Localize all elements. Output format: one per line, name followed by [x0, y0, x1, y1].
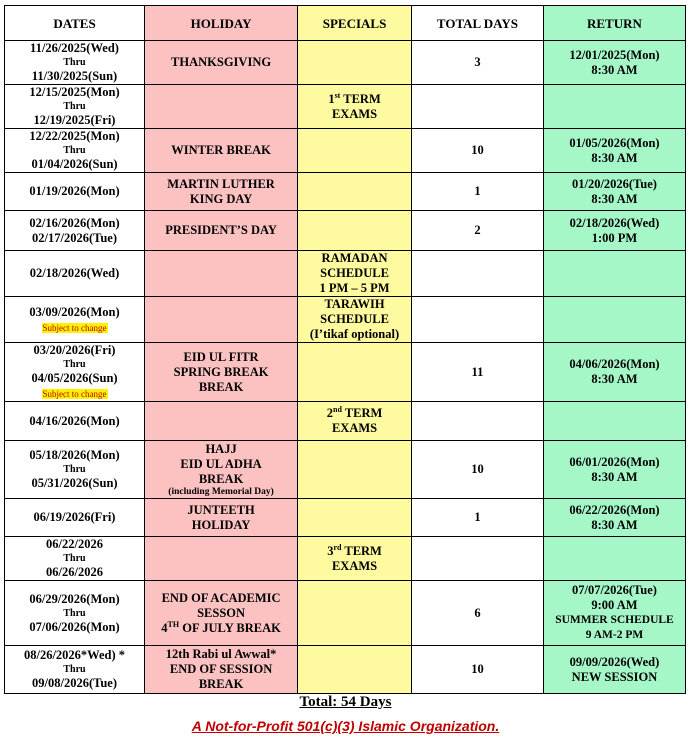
specials-cell: RAMADAN SCHEDULE 1 PM – 5 PM	[298, 251, 412, 297]
table-row	[5, 85, 686, 129]
holiday-cell	[145, 251, 298, 297]
return-cell: 06/22/2026(Mon) 8:30 AM	[543, 499, 685, 537]
specials-cell: TARAWIH SCHEDULE (I’tikaf optional)	[298, 297, 412, 343]
specials-cell	[298, 41, 412, 85]
total-days-cell: 10	[411, 646, 543, 694]
return-cell: 04/06/2026(Mon) 8:30 AM	[543, 343, 685, 402]
dates-cell: 08/26/2026*Wed) * Thru 09/08/2026(Tue)	[5, 646, 145, 694]
specials-cell	[298, 211, 412, 251]
table-row	[5, 129, 686, 173]
specials-cell	[298, 581, 412, 646]
dates-cell: 03/20/2026(Fri) Thru 04/05/2026(Sun) Subject to change	[5, 343, 145, 402]
total-days-cell	[411, 402, 543, 441]
holiday-cell: THANKSGIVING	[145, 41, 298, 85]
holiday-cell	[145, 297, 298, 343]
specials-cell: 1st TERM EXAMS	[298, 85, 412, 129]
specials-cell	[298, 129, 412, 173]
dates-cell: 12/15/2025(Mon) Thru 12/19/2025(Fri)	[5, 85, 145, 129]
dates-cell: 06/22/2026 Thru 06/26/2026	[5, 537, 145, 581]
table-row	[5, 41, 686, 85]
total-days-cell: 3	[411, 41, 543, 85]
holiday-cell: JUNTEETH HOLIDAY	[145, 499, 298, 537]
total-days-cell: 1	[411, 499, 543, 537]
return-cell	[543, 85, 685, 129]
table-row	[5, 537, 686, 581]
total-days-cell	[411, 537, 543, 581]
table-row	[5, 343, 686, 402]
specials-cell: 3rd TERM EXAMS	[298, 537, 412, 581]
return-cell: 07/07/2026(Tue) 9:00 AM SUMMER SCHEDULE 9 AM-2 PM	[543, 581, 685, 646]
total-days-cell	[411, 251, 543, 297]
return-cell	[543, 537, 685, 581]
dates-cell: 01/19/2026(Mon)	[5, 173, 145, 211]
header-dates: DATES	[5, 6, 145, 41]
header-total-days: TOTAL DAYS	[411, 6, 543, 41]
table-row	[5, 646, 686, 694]
organization-footer: A Not-for-Profit 501(c)(3) Islamic Organization.	[191, 718, 500, 734]
table-row	[5, 251, 686, 297]
table-row	[5, 211, 686, 251]
specials-cell	[298, 646, 412, 694]
total-days-cell: 1	[411, 173, 543, 211]
header-row	[5, 6, 686, 41]
total-days-cell: 10	[411, 441, 543, 499]
subject-to-change-note: Subject to change	[42, 389, 107, 399]
total-days-summary: Total: 54 Days	[299, 694, 392, 710]
total-days-cell: 2	[411, 211, 543, 251]
total-days-cell	[411, 85, 543, 129]
dates-cell: 06/29/2026(Mon) Thru 07/06/2026(Mon)	[5, 581, 145, 646]
return-cell: 01/05/2026(Mon) 8:30 AM	[543, 129, 685, 173]
return-cell	[543, 402, 685, 441]
return-cell	[543, 297, 685, 343]
holiday-cell	[145, 537, 298, 581]
table-row	[5, 581, 686, 646]
dates-cell: 05/18/2026(Mon) Thru 05/31/2026(Sun)	[5, 441, 145, 499]
table-row	[5, 173, 686, 211]
return-cell: 02/18/2026(Wed) 1:00 PM	[543, 211, 685, 251]
return-cell: 12/01/2025(Mon) 8:30 AM	[543, 41, 685, 85]
dates-cell: 02/16/2026(Mon) 02/17/2026(Tue)	[5, 211, 145, 251]
total-days-cell: 11	[411, 343, 543, 402]
holiday-cell: WINTER BREAK	[145, 129, 298, 173]
holiday-cell: PRESIDENT’S DAY	[145, 211, 298, 251]
specials-cell	[298, 343, 412, 402]
holiday-cell: HAJJ EID UL ADHA BREAK (including Memorial Day)	[145, 441, 298, 499]
table-row	[5, 402, 686, 441]
header-return: RETURN	[543, 6, 685, 41]
dates-cell: 11/26/2025(Wed) Thru 11/30/2025(Sun)	[5, 41, 145, 85]
dates-cell: 03/09/2026(Mon) Subject to change	[5, 297, 145, 343]
total-days-cell: 6	[411, 581, 543, 646]
holiday-cell: MARTIN LUTHER KING DAY	[145, 173, 298, 211]
holiday-calendar-table	[4, 5, 686, 694]
holiday-cell	[145, 85, 298, 129]
dates-cell: 02/18/2026(Wed)	[5, 251, 145, 297]
return-cell: 01/20/2026(Tue) 8:30 AM	[543, 173, 685, 211]
dates-cell: 04/16/2026(Mon)	[5, 402, 145, 441]
holiday-cell: END OF ACADEMIC SESSON 4TH OF JULY BREAK	[145, 581, 298, 646]
table-row	[5, 499, 686, 537]
total-days-cell: 10	[411, 129, 543, 173]
subject-to-change-note: Subject to change	[42, 322, 107, 333]
specials-cell	[298, 499, 412, 537]
holiday-cell: 12th Rabi ul Awwal* END OF SESSION BREAK	[145, 646, 298, 694]
table-row	[5, 441, 686, 499]
table-row	[5, 297, 686, 343]
specials-cell	[298, 441, 412, 499]
return-cell: 09/09/2026(Wed) NEW SESSION	[543, 646, 685, 694]
specials-cell: 2nd TERM EXAMS	[298, 402, 412, 441]
specials-cell	[298, 173, 412, 211]
header-specials: SPECIALS	[298, 6, 412, 41]
holiday-cell	[145, 402, 298, 441]
header-holiday: HOLIDAY	[145, 6, 298, 41]
holiday-cell: EID UL FITR SPRING BREAK BREAK	[145, 343, 298, 402]
total-days-cell	[411, 297, 543, 343]
dates-cell: 12/22/2025(Mon) Thru 01/04/2026(Sun)	[5, 129, 145, 173]
return-cell	[543, 251, 685, 297]
return-cell: 06/01/2026(Mon) 8:30 AM	[543, 441, 685, 499]
dates-cell: 06/19/2026(Fri)	[5, 499, 145, 537]
